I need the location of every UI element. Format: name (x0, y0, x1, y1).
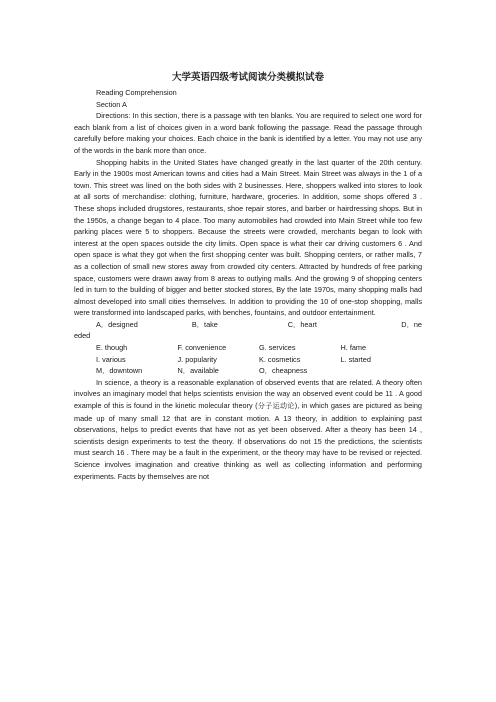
choice-c: C．heart (287, 319, 317, 329)
word-bank-row (74, 342, 422, 354)
choice-o: O．cheapness (259, 366, 308, 376)
choice-f: F. convenience (177, 343, 227, 353)
choice-d-continued: eded (74, 331, 91, 341)
passage-2-chinese-term: 分子运动论 (257, 402, 295, 411)
heading-section-a: Section A (96, 99, 127, 109)
passage-2 (74, 377, 422, 482)
word-bank-row (74, 319, 422, 331)
choice-j: J. popularity (177, 354, 217, 364)
choice-k: K. cosmetics (259, 354, 301, 364)
choice-g: G. services (259, 343, 296, 353)
word-bank-row (74, 354, 422, 366)
document-body (74, 87, 422, 482)
passage-2-part-a: In science, a theory is a reasonable explanation of observed events that are related. A theory often involves an imaginary model that helps scientists envision the way an observed event could be 11 . A good example of this is found in the kinetic molecular theory ( (74, 377, 422, 411)
choice-m: M．downtown (96, 366, 143, 376)
passage-1: Shopping habits in the United States have changed greatly in the last quarter of the 20th century. Early in the 1900s most American towns and cities had a Main Street. Main Street was always in the 1 of a town. This street was lined on the both sides with 2 businesses. Here, shoppers walked into stores to look at all sorts of merchandise: clothing, furniture, hardware, groceries. In addition, some shops offered 3 . These shops included drugstores, restaurants, shoe repair stores, and barber or hairdressing shops. But in the 1950s, a change began to 4 place. Too many automobiles had crowded into Main Street while too few parking places were 5 to shoppers. Because the streets were crowded, merchants began to look with interest at the open spaces outside the city limits. Open space is what their car driving customers 6 . And open space is what they got when the first shopping center was built. Shopping centers, or rather malls, 7 as a collection of small new stores away from crowded city centers. Attracted by hundreds of free parking space, customers were drawn away from 8 areas to outlying malls. And the growing 9 of shopping centers led in turn to the building of bigger and better stocked stores, By the late 1970s, many shopping malls had almost developed into small cities themselves. In addition to providing the 10 of one-stop shopping, malls were transformed into landscaped parks, with benches, fountains, and outdoor entertainment. (74, 157, 422, 318)
word-bank-row (74, 365, 422, 377)
choice-a: A．designed (96, 319, 138, 329)
choice-h: H. fame (340, 343, 367, 353)
passage-2-part-b: ), in which gases are pictured as being made up of many small 12 that are in constant motion. A 13 theory, in addition to explaining past observations, helps to predict events that have not as yet been observed. After a theory has been 14 , scientists design experiments to test the theory. If observations do not 15 the predictions, the scientists must search 16 . There may be a fault in the experiment, or the theory may have to be revised or rejected. Science involves imagination and creative thinking as well as collecting information and performing experiments. Facts by themselves are not (74, 401, 422, 481)
directions-paragraph: Directions: In this section, there is a passage with ten blanks. You are required to select one word for each blank from a list of choices given in a word bank following the passage. Read the passage through carefully before making your choices. Each choice in the bank is identified by a letter. You may not use any of the words in the bank more than once. (74, 111, 422, 155)
word-bank-row-wrap (74, 330, 422, 342)
choice-l: L. started (340, 354, 371, 364)
choice-b: B．take (191, 319, 218, 329)
choice-n: N．available (177, 366, 219, 376)
choice-spacer (341, 365, 423, 377)
choice-i: I. various (96, 354, 126, 364)
choice-d: D．ne (401, 319, 422, 329)
choice-e: E. though (96, 343, 128, 353)
page-title: 大学英语四级考试阅读分类模拟试卷 (171, 72, 324, 83)
heading-reading-comprehension: Reading Comprehension (96, 88, 177, 97)
word-bank (74, 319, 422, 377)
